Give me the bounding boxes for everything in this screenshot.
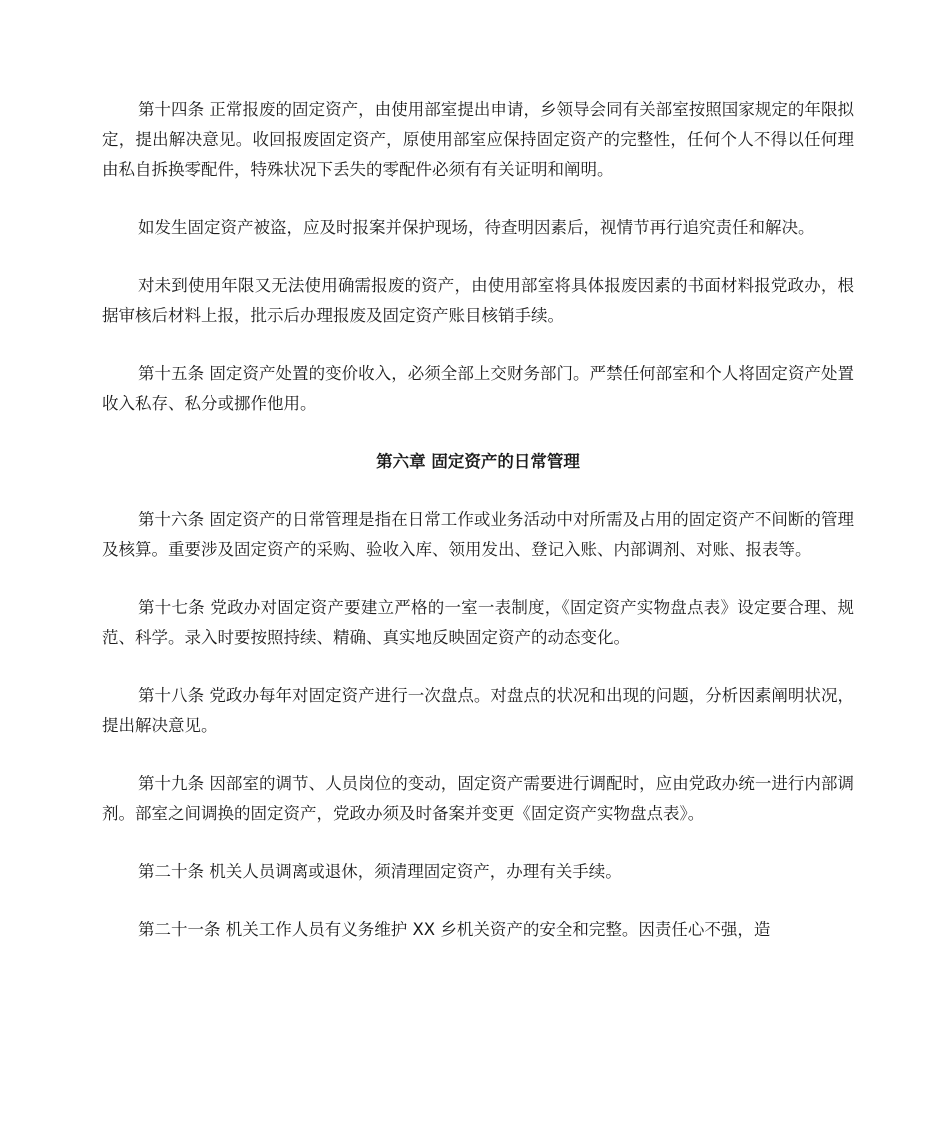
article-20-paragraph: 第二十条 机关人员调离或退休，须清理固定资产，办理有关手续。 bbox=[138, 862, 622, 881]
article-18-paragraph: 第十八条 党政办每年对固定资产进行一次盘点。对盘点的状况和出现的问题，分析因素阐明状况，提出解决意见。 bbox=[102, 686, 854, 735]
article-14-paragraph: 第十四条 正常报废的固定资产，由使用部室提出申请，乡领导会同有关部室按照国家规定的年限拟定，提出解决意见。收回报废固定资产，原使用部室应保持固定资产的完整性，任何个人不得以任何理由私自拆换零配件，特殊状况下丢失的零配件必须有有关证明和阐明。 bbox=[102, 100, 854, 179]
article-15-paragraph: 第十五条 固定资产处置的变价收入，必须全部上交财务部门。严禁任何部室和个人将固定资产处置收入私存、私分或挪作他用。 bbox=[102, 364, 854, 413]
document-page bbox=[102, 95, 854, 973]
article-19-paragraph: 第十九条 因部室的调节、人员岗位的变动，固定资产需要进行调配时，应由党政办统一进行内部调剂。部室之间调换的固定资产，党政办须及时备案并变更《固定资产实物盘点表》。 bbox=[102, 774, 854, 823]
theft-paragraph: 如发生固定资产被盗，应及时报案并保护现场，待查明因素后，视情节再行追究责任和解决。 bbox=[138, 218, 815, 237]
article-17-paragraph: 第十七条 党政办对固定资产要建立严格的一室一表制度，《固定资产实物盘点表》设定要合理、规范、科学。录入时要按照持续、精确、真实地反映固定资产的动态变化。 bbox=[102, 598, 854, 647]
chapter-six-heading: 第六章 固定资产的日常管理 bbox=[376, 452, 580, 471]
article-16-paragraph: 第十六条 固定资产的日常管理是指在日常工作或业务活动中对所需及占用的固定资产不间断的管理及核算。重要涉及固定资产的采购、验收入库、领用发出、登记入账、内部调剂、对账、报表等。 bbox=[102, 510, 854, 559]
early-scrap-paragraph: 对未到使用年限又无法使用确需报废的资产，由使用部室将具体报废因素的书面材料报党政办，根据审核后材料上报，批示后办理报废及固定资产账目核销手续。 bbox=[102, 276, 854, 325]
article-21-paragraph: 第二十一条 机关工作人员有义务维护 XX 乡机关资产的安全和完整。因责任心不强，造 bbox=[138, 920, 771, 939]
